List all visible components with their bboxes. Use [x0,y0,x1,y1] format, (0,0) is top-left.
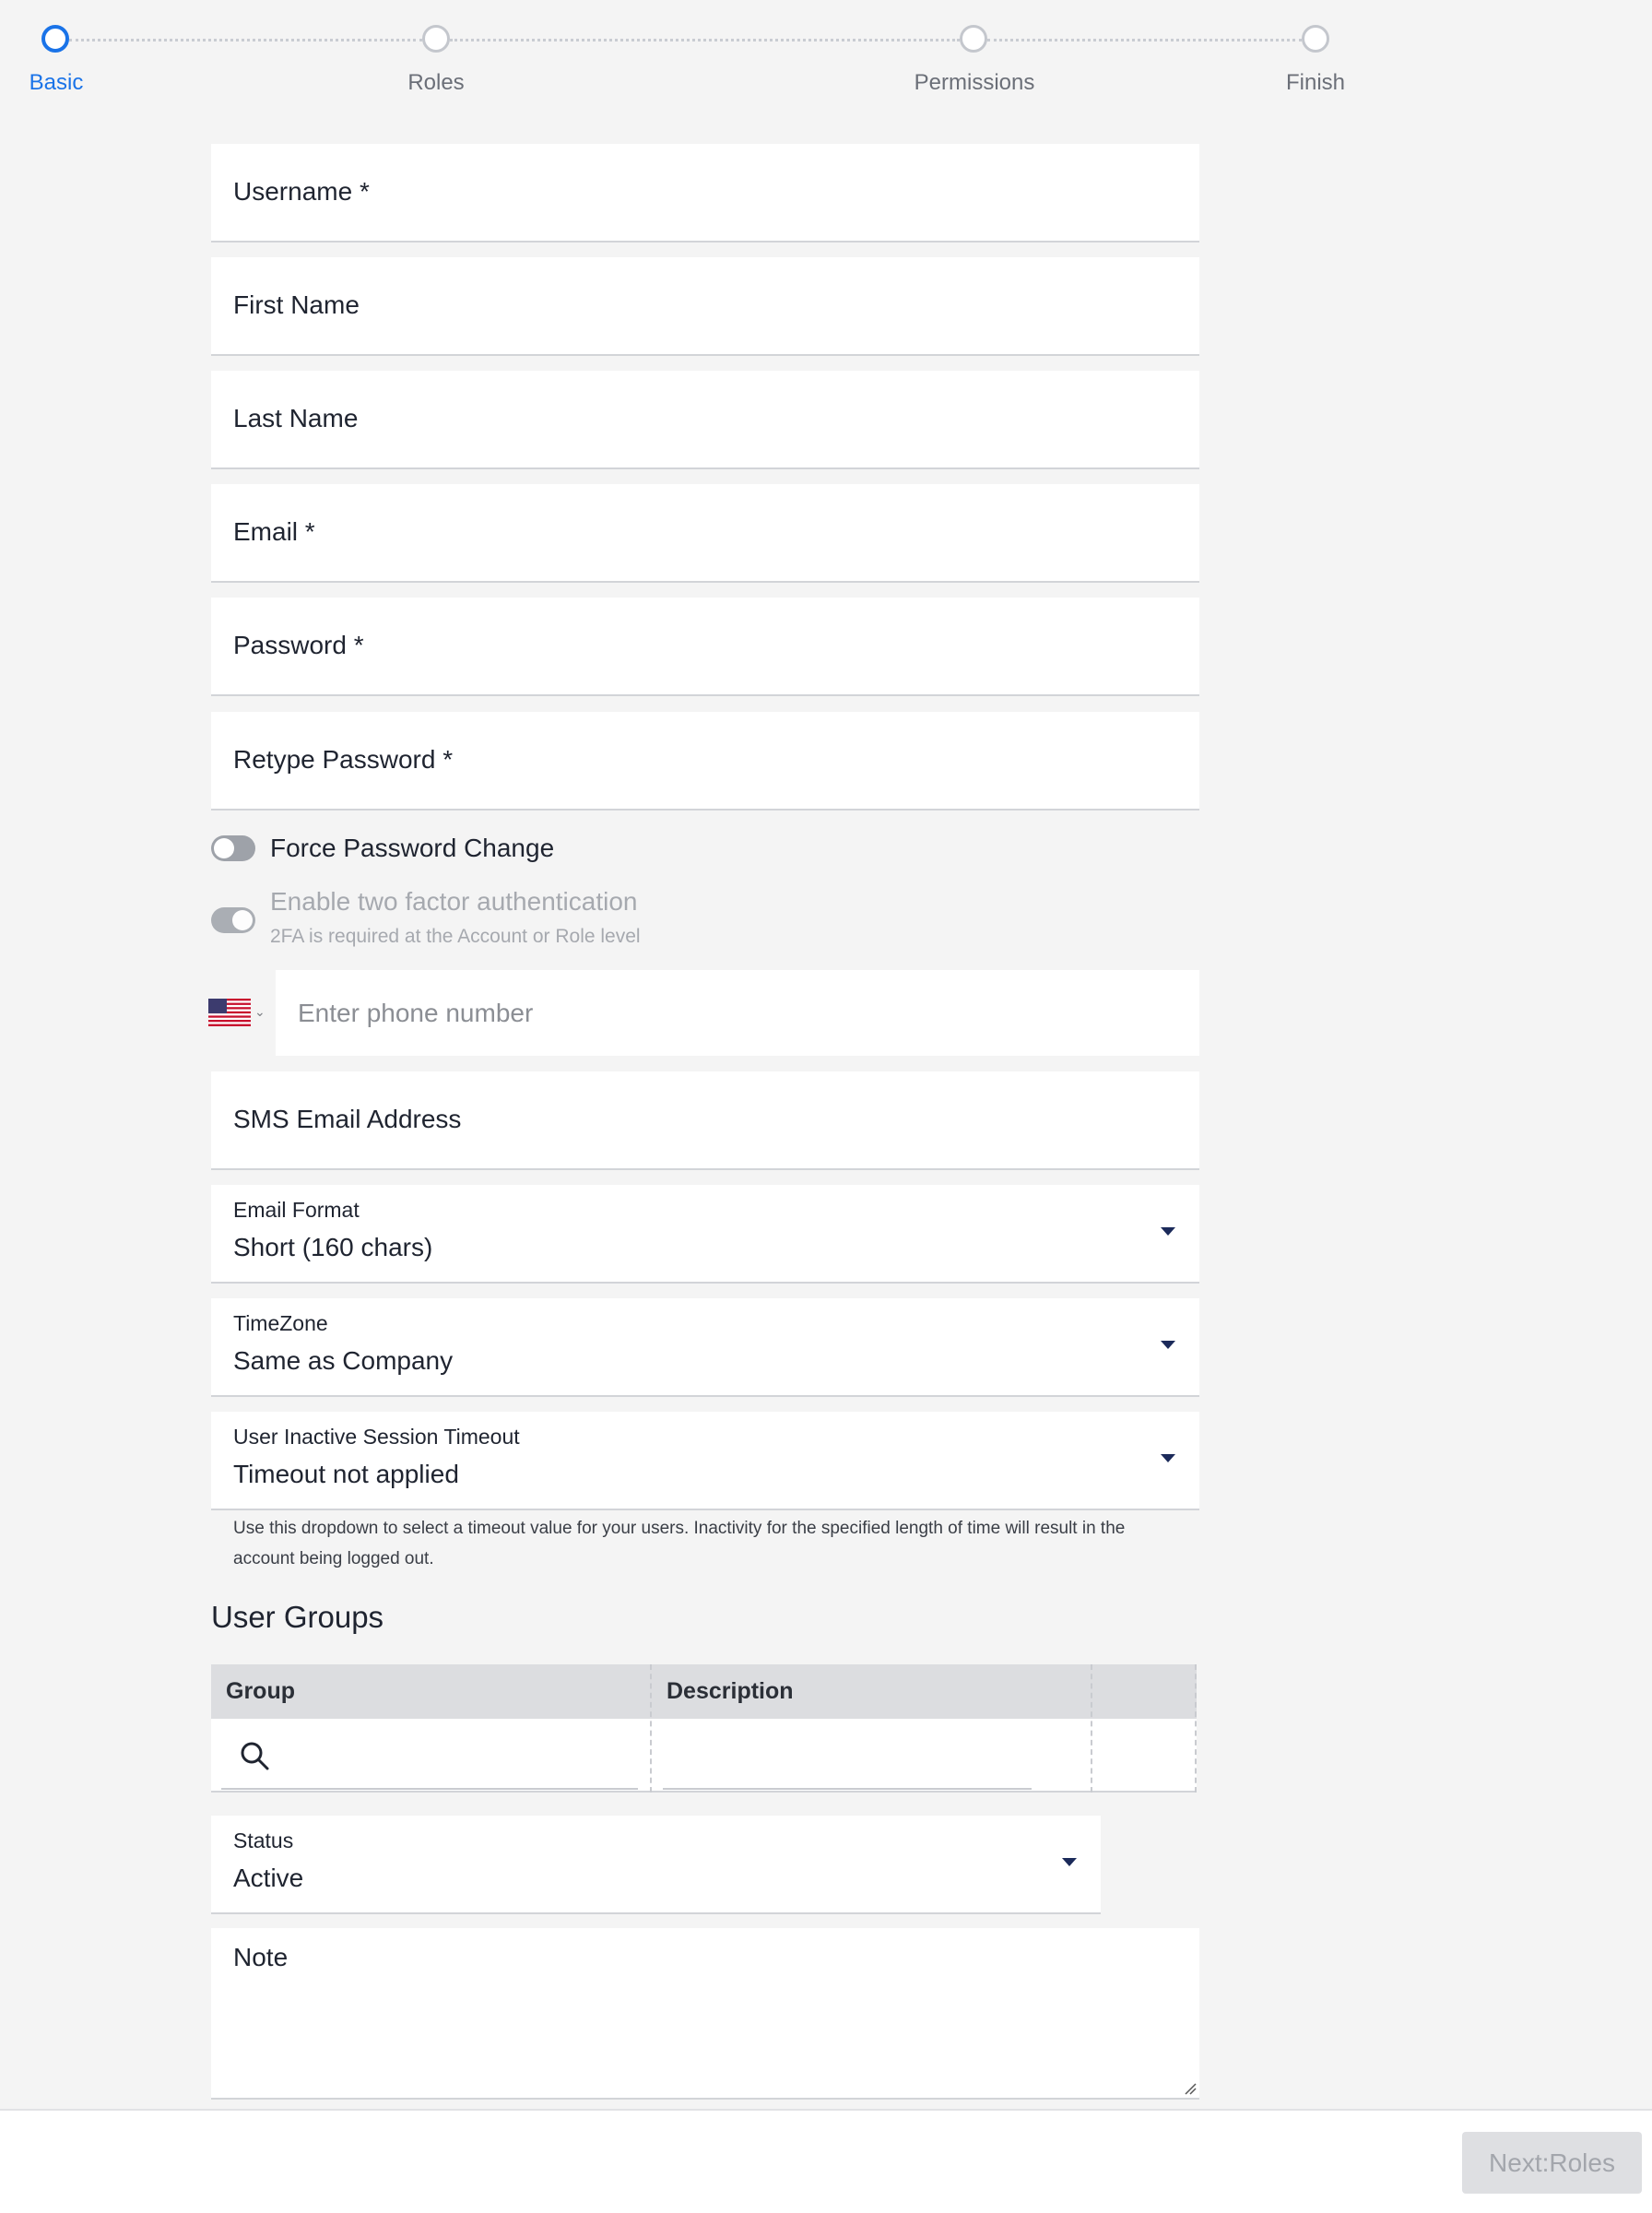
session-timeout-value: Timeout not applied [233,1460,459,1488]
step-finish-indicator[interactable] [1302,25,1329,53]
note-textarea[interactable] [211,1928,1199,2100]
timezone-value: Same as Company [233,1346,454,1375]
user-groups-table [211,1664,1197,1793]
note-label: Note [233,1943,289,1971]
two-factor-help-text: 2FA is required at the Account or Role level [270,926,641,947]
email-format-label: Email Format [233,1198,360,1222]
toggle-knob [232,910,253,930]
session-timeout-help-text: Use this dropdown to select a timeout value for your users. Inactivity for the specified length of time will result in the account being logged out. [233,1519,1126,1568]
description-filter-input[interactable] [663,1788,1032,1790]
step-permissions-label[interactable]: Permissions [914,70,1035,95]
sms-email-label: SMS Email Address [233,1105,462,1133]
session-timeout-select[interactable] [211,1412,1199,1510]
session-timeout-label: User Inactive Session Timeout [233,1425,520,1449]
dropdown-caret-icon [1161,1454,1175,1462]
stepper-connector [450,39,960,41]
retype-password-field[interactable] [211,712,1199,811]
column-divider[interactable] [650,1664,652,1793]
username-label: Username * [233,177,370,206]
email-format-select[interactable] [211,1185,1199,1284]
sms-email-field[interactable] [211,1071,1199,1170]
step-basic-label[interactable]: Basic [29,70,84,95]
timezone-select[interactable] [211,1298,1199,1397]
first-name-label: First Name [233,290,360,319]
table-header [211,1664,1197,1719]
dropdown-caret-icon [1062,1858,1077,1866]
timezone-label: TimeZone [233,1311,328,1335]
stepper-connector [987,39,1302,41]
column-divider [1195,1664,1197,1793]
step-roles-indicator[interactable] [422,25,450,53]
last-name-field[interactable] [211,371,1199,469]
force-password-change-toggle[interactable] [211,835,255,861]
chevron-down-icon[interactable]: ⌄ [254,1004,266,1019]
two-factor-label: Enable two factor authentication [270,887,638,916]
group-filter-input[interactable] [221,1788,638,1790]
email-label: Email * [233,517,315,546]
step-basic-indicator[interactable] [41,25,69,53]
column-divider[interactable] [1091,1664,1092,1793]
toggle-knob [214,838,234,858]
last-name-label: Last Name [233,404,359,432]
password-field[interactable] [211,598,1199,696]
us-flag-icon[interactable] [208,999,251,1026]
resize-handle-icon[interactable] [1184,2082,1197,2095]
wizard-stepper [0,0,1652,111]
phone-number-input[interactable] [276,970,1199,1056]
stepper-connector [69,39,422,41]
status-select[interactable] [211,1816,1101,1914]
force-password-change-label: Force Password Change [270,834,555,862]
step-finish-label[interactable]: Finish [1285,70,1346,95]
status-value: Active [233,1864,304,1892]
dropdown-caret-icon [1161,1227,1175,1236]
step-permissions-indicator[interactable] [960,25,987,53]
wizard-footer [0,2109,1652,2213]
two-factor-toggle [211,907,255,933]
dropdown-caret-icon [1161,1341,1175,1349]
search-icon[interactable] [239,1740,270,1771]
retype-password-label: Retype Password * [233,745,454,774]
status-label: Status [233,1828,294,1852]
column-header-description[interactable]: Description [667,1678,794,1704]
username-field[interactable] [211,144,1199,243]
first-name-field[interactable] [211,257,1199,356]
password-label: Password * [233,631,364,659]
user-groups-heading: User Groups [211,1600,384,1634]
step-roles-label[interactable]: Roles [407,70,465,95]
email-format-value: Short (160 chars) [233,1233,433,1261]
next-roles-button[interactable]: Next:Roles [1462,2132,1642,2194]
column-header-group[interactable]: Group [226,1678,295,1704]
email-field[interactable] [211,484,1199,583]
